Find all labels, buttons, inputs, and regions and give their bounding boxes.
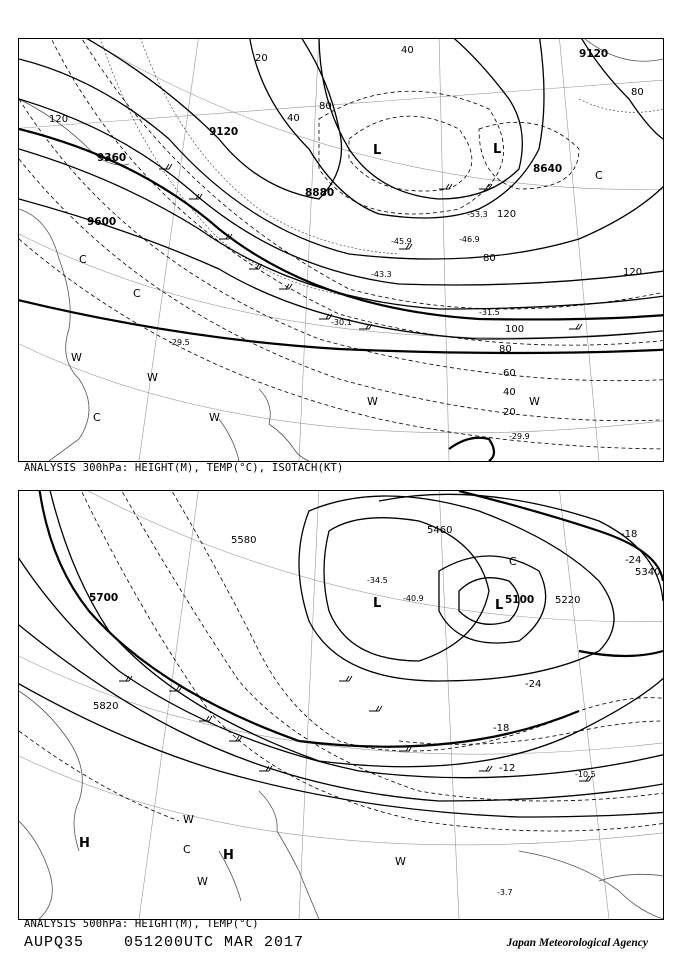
isotherms — [19, 491, 663, 831]
isotach-label: 80 — [499, 344, 512, 355]
temp-label: -53.3 — [467, 210, 488, 219]
chart-code: AUPQ35 — [24, 934, 85, 951]
panel-caption-300hpa: ANALYSIS 300hPa: HEIGHT(M), TEMP(°C), ISOTACH(KT) — [24, 462, 344, 474]
height-label: 5100 — [505, 594, 535, 606]
isotach-label: 80 — [483, 253, 496, 264]
temp-label: -10.5 — [575, 770, 596, 779]
warm-center: W — [395, 855, 406, 868]
warm-center: W — [183, 813, 194, 826]
height-label: 8640 — [533, 163, 563, 175]
temp-label: -3.7 — [497, 888, 513, 897]
valid-time: 051200UTC MAR 2017 — [124, 934, 305, 951]
height-label: 5580 — [231, 535, 257, 546]
temp-label: -45.9 — [391, 237, 412, 246]
temp-label: -12 — [499, 763, 516, 774]
analysis-300hpa-map — [18, 38, 664, 462]
temp-label: -31.5 — [479, 308, 500, 317]
temp-label: -24 — [525, 679, 542, 690]
isotach-label: 80 — [631, 87, 644, 98]
isotach-label: 40 — [401, 45, 414, 56]
isotach-label: 120 — [49, 114, 69, 125]
warm-center: W — [147, 371, 158, 384]
low-center: L — [373, 596, 382, 611]
isotherms — [99, 39, 663, 299]
isotach-label: 20 — [255, 53, 268, 64]
agency-name: Japan Meteorological Agency — [506, 937, 648, 949]
temp-label: -29.9 — [509, 432, 530, 441]
temp-label: -18 — [621, 529, 638, 540]
height-contours — [19, 491, 663, 817]
height-label: 9600 — [87, 216, 117, 228]
height-label: 8880 — [305, 187, 335, 199]
high-center: H — [223, 848, 234, 863]
high-center: H — [79, 836, 90, 851]
coastlines — [19, 39, 663, 461]
cold-center: C — [133, 287, 141, 300]
coastlines — [19, 691, 663, 919]
height-label: 5700 — [89, 592, 119, 604]
height-label: 5220 — [555, 595, 581, 606]
cold-center: C — [595, 169, 603, 182]
isotach-label: 80 — [319, 101, 332, 112]
isotach-label: 120 — [623, 267, 643, 278]
warm-center: W — [367, 395, 378, 408]
cold-center: C — [509, 555, 517, 568]
warm-center: W — [197, 875, 208, 888]
map-300hpa-canvas — [19, 39, 663, 461]
temp-label: -24 — [625, 555, 642, 566]
bold-contours — [39, 491, 663, 747]
cold-center: C — [93, 411, 101, 424]
height-label: 5460 — [427, 525, 453, 536]
height-label: 9120 — [579, 48, 609, 60]
cold-center: C — [183, 843, 191, 856]
isotach-label: 100 — [505, 324, 525, 335]
isotach-label: 120 — [497, 209, 517, 220]
low-center: L — [493, 142, 502, 157]
temp-label: -30.1 — [331, 318, 352, 327]
isotach-label: 60 — [503, 368, 516, 379]
height-label: 5820 — [93, 701, 119, 712]
jet-axis — [19, 129, 663, 461]
cold-center: C — [79, 253, 87, 266]
temp-label: -40.9 — [403, 594, 424, 603]
height-label: 9120 — [209, 126, 239, 138]
warm-center: W — [209, 411, 220, 424]
isotach-label: 40 — [287, 113, 300, 124]
temp-label: -34.5 — [367, 576, 388, 585]
graticule — [19, 39, 663, 461]
low-center: L — [373, 143, 382, 158]
height-label: 5340 — [635, 567, 661, 578]
chart-header — [24, 934, 304, 951]
height-label: 9360 — [97, 152, 127, 164]
temp-label: -43.3 — [371, 270, 392, 279]
temp-label: -46.9 — [459, 235, 480, 244]
warm-center: W — [71, 351, 82, 364]
isotach-label: 40 — [503, 387, 516, 398]
map-500hpa-canvas — [19, 491, 663, 919]
analysis-500hpa-map — [18, 490, 664, 920]
temp-label: -18 — [493, 723, 510, 734]
low-center: L — [495, 598, 504, 613]
warm-center: W — [529, 395, 540, 408]
isotach-label: 20 — [503, 407, 516, 418]
panel-caption-500hpa: ANALYSIS 500hPa: HEIGHT(M), TEMP(°C) — [24, 918, 259, 930]
temp-label: -29.5 — [169, 338, 190, 347]
